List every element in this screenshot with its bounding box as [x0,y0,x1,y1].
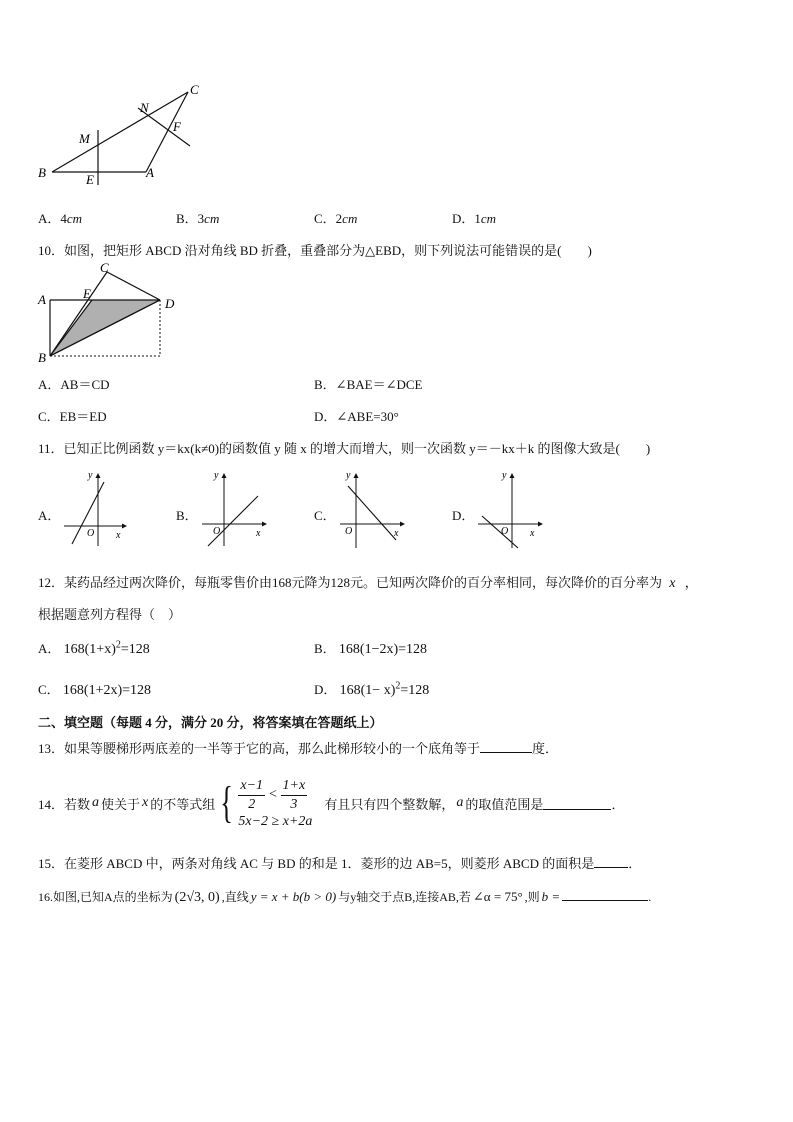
inequality-system [238,777,312,830]
option-letter: A． [38,211,61,226]
label-c: C [100,260,109,275]
axis-y-label: y [502,470,507,481]
label-a: A [146,165,154,180]
fraction-right [281,777,308,814]
variable-b: b = [541,889,561,904]
stem-tail: ， [684,575,698,590]
q15-answer-blank[interactable] [594,855,628,868]
option-value: 4 [60,211,67,226]
q9-option-b[interactable] [176,208,219,227]
q10-stem: 10．如图，把矩形 ABCD 沿对角线 BD 折叠，重叠部分为△EBD，则下列说法可能错误的是( ) [38,243,592,258]
label-a: A [38,292,46,307]
option-exponent: 2 [395,680,401,692]
q16-text-mid2: 与y轴交于点B,连接AB,若 [338,890,471,904]
q11-stem: 11．已知正比例函数 y＝kx(k≠0)的函数值 y 随 x 的增大而增大，则一次函数 y＝－kx＋k 的图像大致是( ) [38,441,651,456]
variable-a: a [456,795,464,810]
q14-answer-blank[interactable] [543,797,611,810]
q13-tail: 度． [532,741,559,756]
option-unit: cm [66,211,83,226]
option-unit: cm [342,211,358,226]
q10-option-c[interactable]: C．EB＝ED [38,409,107,424]
q12-option-c[interactable] [38,679,151,699]
q10-option-d[interactable]: D．∠ABE=30° [314,409,399,424]
q10-option-b[interactable]: B．∠BAE＝∠DCE [314,377,423,392]
q11-option-c-label[interactable]: C． [314,508,336,523]
q11-graph-a[interactable] [60,468,130,548]
q14-text-after2: 的取值范围是 [465,796,544,812]
q11-graph-d[interactable] [474,468,546,548]
q16-text-mid: ,直线 [221,890,249,904]
q15-tail: ． [628,856,642,871]
q9-figure [30,80,210,190]
q12-stem-line2: 根据题意列方程得（ ） [38,607,182,622]
variable-x: x [669,576,676,591]
section-title: 二、填空题（每题 4 分，满分 20 分，将答案填在答题纸上） [38,715,383,730]
option-expression: 168(1+x) [63,642,116,657]
variable-a: a [92,795,100,810]
option-expression: 168(1− x) [339,683,396,698]
axis-y-label: y [88,470,93,481]
q14-text-pre: 14．若数 [38,796,91,812]
q16 [38,888,651,906]
origin-label: O [213,526,221,537]
label-f: F [173,119,181,134]
inequality-op: < [268,787,278,802]
inequality-2: 5x−2 ≥ x+2a [238,813,313,829]
origin-label: O [345,526,353,537]
option-letter: A． [38,641,61,656]
axis-x-label: x [256,528,261,539]
fraction-left [238,777,265,814]
option-letter: D． [314,682,337,697]
q16-text-pre: 16.如图,已知A点的坐标为 [38,890,173,904]
q11-option-a-label[interactable]: A． [38,508,61,523]
axis-x-label: x [116,530,121,541]
fraction-numerator: x−1 [238,777,265,796]
q12-stem-line1 [38,572,698,592]
q12-option-d[interactable] [314,679,429,699]
axis-y-label: y [346,470,351,481]
option-letter: B． [176,211,198,226]
option-expression: 168(1−2x) [338,642,399,657]
label-d: D [165,296,175,311]
option-unit: cm [204,211,220,226]
option-expression: 168(1+2x) [62,683,123,698]
q14-tail: ． [611,796,625,812]
q13 [38,738,558,757]
option-rhs: =128 [120,642,150,657]
axis-x-label: x [530,528,535,539]
q14 [38,772,624,834]
q16-tail: . [648,890,652,904]
q16-coordinate: (2√3, 0) [174,890,220,905]
option-letter: C． [314,211,336,226]
option-letter: B． [314,641,336,656]
option-exponent: 2 [115,639,121,651]
option-letter: D． [452,211,475,226]
q14-text-after: 有且只有四个整数解， [324,796,455,812]
q14-text-post: 的不等式组 [150,796,216,812]
q14-text-mid: 使关于 [101,796,141,812]
q16-answer-blank[interactable] [562,888,648,901]
q10-figure [32,262,182,368]
q11-graph-b[interactable] [198,468,270,548]
q9-option-a[interactable] [38,208,82,227]
stem-text: 12．某药品经过两次降价，每瓶零售价由168元降为128元。已知两次降价的百分率相同，每次降价的百分率为 [38,575,663,590]
option-letter: C． [38,682,60,697]
q15 [38,853,641,872]
fraction-numerator: 1+x [281,777,308,796]
option-rhs: =128 [400,683,430,698]
q16-line-equation: y = x + b(b > 0) [250,889,337,904]
q9-option-c[interactable] [314,208,357,227]
q16-text-mid3: ,则 [524,890,540,904]
label-n: N [140,100,149,115]
q12-option-a[interactable] [38,638,150,658]
q15-text: 15．在菱形 ABCD 中，两条对角线 AC 与 BD 的和是 1．菱形的边 AB=5，则菱形 ABCD 的面积是 [38,856,595,871]
q11-graph-c[interactable] [336,468,408,548]
option-value: 1 [474,211,481,226]
q16-angle: ∠α = 75° [472,889,523,904]
q11-option-b-label[interactable]: B． [176,508,198,523]
option-value: 2 [335,211,343,226]
q11-option-d-label[interactable]: D． [452,508,475,523]
option-unit: cm [480,211,497,226]
q13-text: 13．如果等腰梯形两底差的一半等于它的高，那么此梯形较小的一个底角等于 [38,741,481,756]
inequality-brace: { [220,778,234,827]
axis-y-label: y [214,470,219,481]
fraction-denominator: 3 [290,796,298,812]
q12-option-b[interactable] [314,638,427,658]
axis-x-label: x [394,528,399,539]
label-e: E [83,286,91,301]
label-b: B [38,165,46,180]
option-rhs: =128 [398,642,428,657]
q9-option-d[interactable] [452,208,496,227]
option-rhs: =128 [122,683,152,698]
option-value: 3 [197,211,205,226]
q13-answer-blank[interactable] [480,740,532,753]
label-c: C [190,82,199,97]
origin-label: O [501,526,509,537]
label-b: B [38,350,46,365]
q10-option-a[interactable]: A．AB＝CD [38,377,110,392]
label-m: M [79,131,90,146]
label-e: E [86,172,94,187]
fraction-denominator: 2 [248,796,256,812]
origin-label: O [87,528,95,539]
variable-x: x [142,795,149,810]
